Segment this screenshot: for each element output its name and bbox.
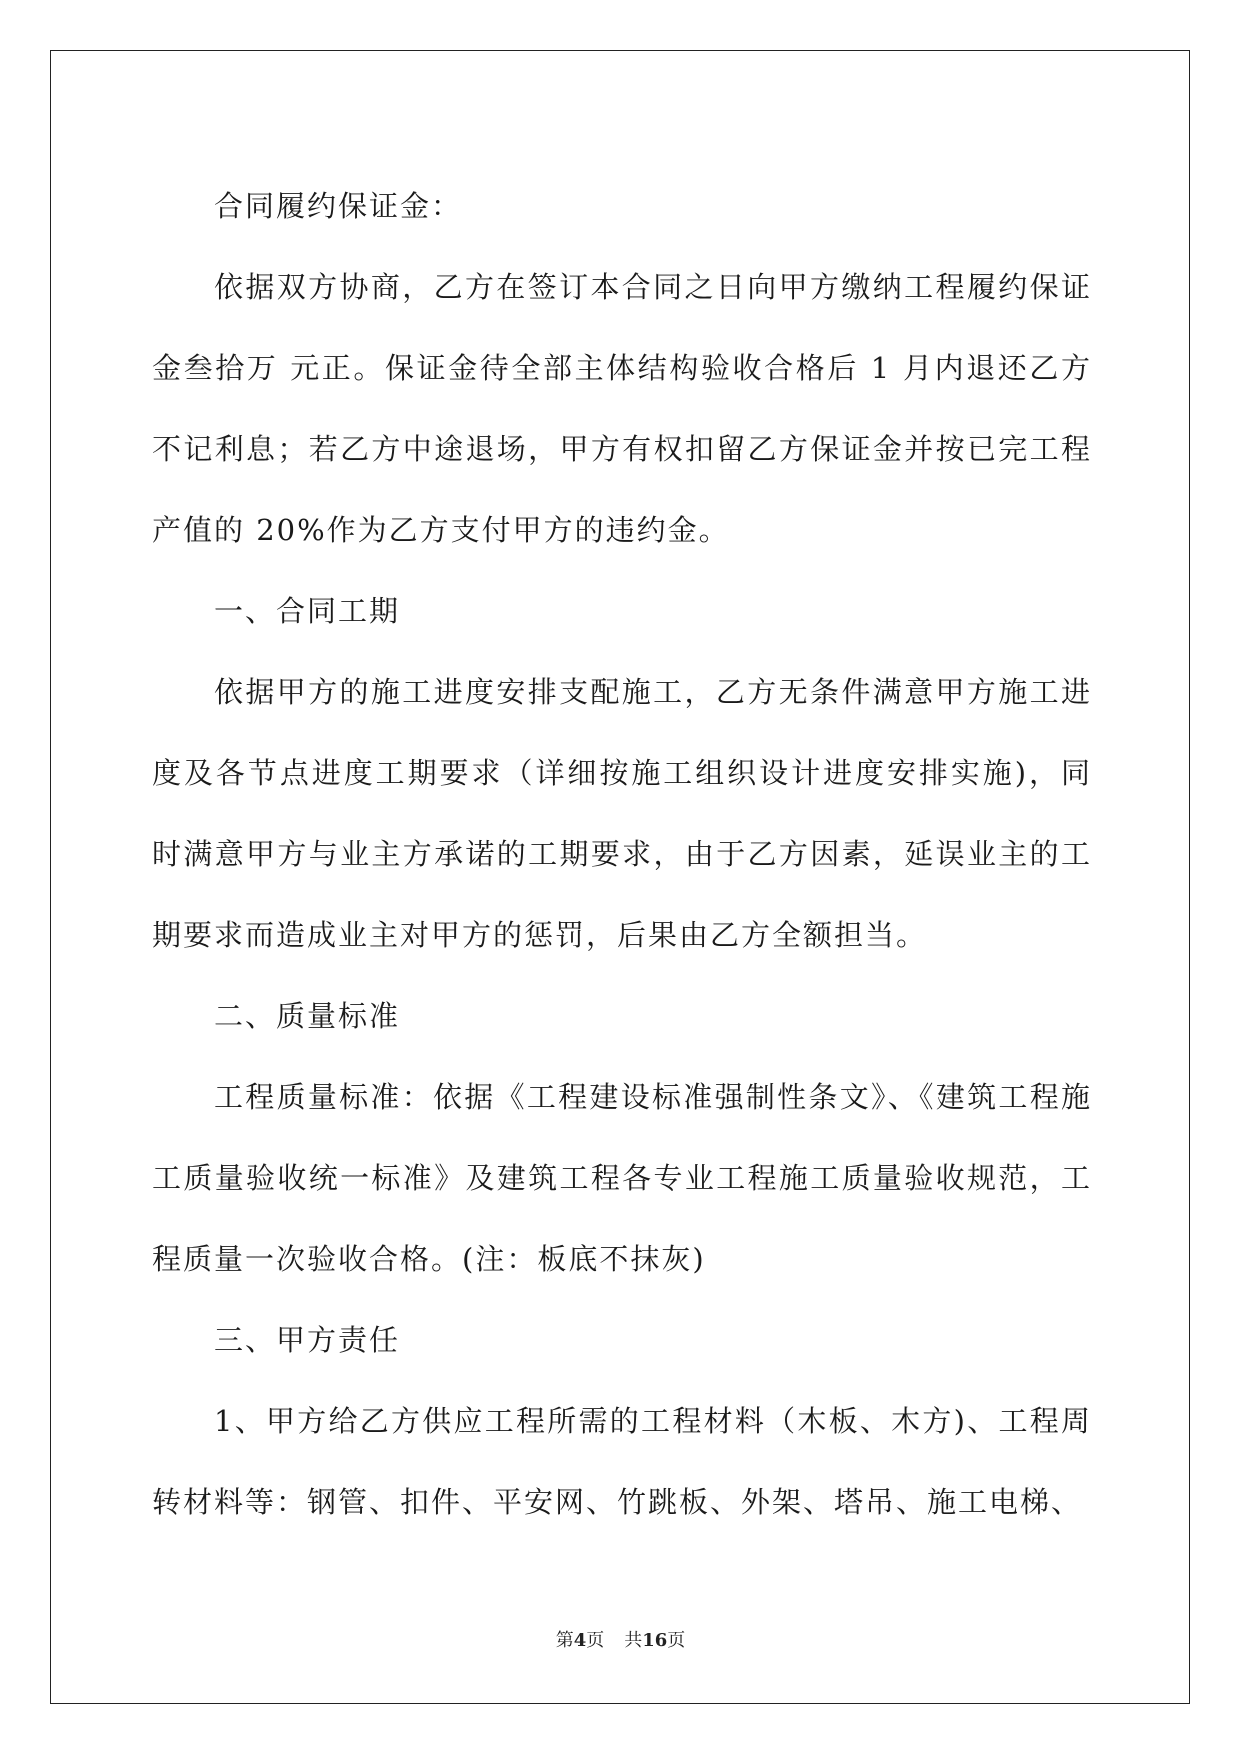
heading-contract-period: 一、合同工期 — [214, 594, 401, 628]
footer-prefix: 第 — [555, 1630, 574, 1651]
paragraph-quality-standard: 工程质量标准：依据《工程建设标准强制性条文》、《建筑工程施工质量验收统一标准》及建筑工程各专业工程施工质量验收规范，工程质量一次验收合格。(注：板底不抹灰) — [152, 1080, 1092, 1276]
heading-quality-standard: 二、质量标准 — [214, 999, 401, 1033]
footer-total-prefix: 共 — [624, 1630, 643, 1651]
paragraph-contract-period: 依据甲方的施工进度安排支配施工，乙方无条件满意甲方施工进度及各节点进度工期要求（详细按施工组织设计进度安排实施)，同时满意甲方与业主方承诺的工期要求，由于乙方因素，延误业主的工期要求而造成业主对甲方的惩罚，后果由乙方全额担当。 — [152, 675, 1092, 952]
footer-total-unit: 页 — [667, 1630, 686, 1651]
page-footer — [0, 1626, 1241, 1652]
heading-performance-bond: 合同履约保证金： — [214, 189, 463, 223]
paragraph-performance-bond: 依据双方协商，乙方在签订本合同之日向甲方缴纳工程履约保证金叁拾万 元正。保证金待全部主体结构验收合格后 1 月内退还乙方不记利息；若乙方中途退场，甲方有权扣留乙方保证金并按已完工程产值的 20%作为乙方支付甲方的违约金。 — [152, 270, 1092, 547]
heading-party-a-responsibility: 三、甲方责任 — [214, 1323, 401, 1357]
current-page-number: 4 — [573, 1630, 587, 1651]
document-body — [152, 166, 1092, 1543]
total-page-count: 16 — [642, 1630, 668, 1651]
footer-page-unit: 页 — [586, 1630, 605, 1651]
paragraph-party-a-item-1: 1、甲方给乙方供应工程所需的工程材料（木板、木方)、工程周转材料等：钢管、扣件、平安网、竹跳板、外架、塔吊、施工电梯、 — [152, 1404, 1092, 1519]
